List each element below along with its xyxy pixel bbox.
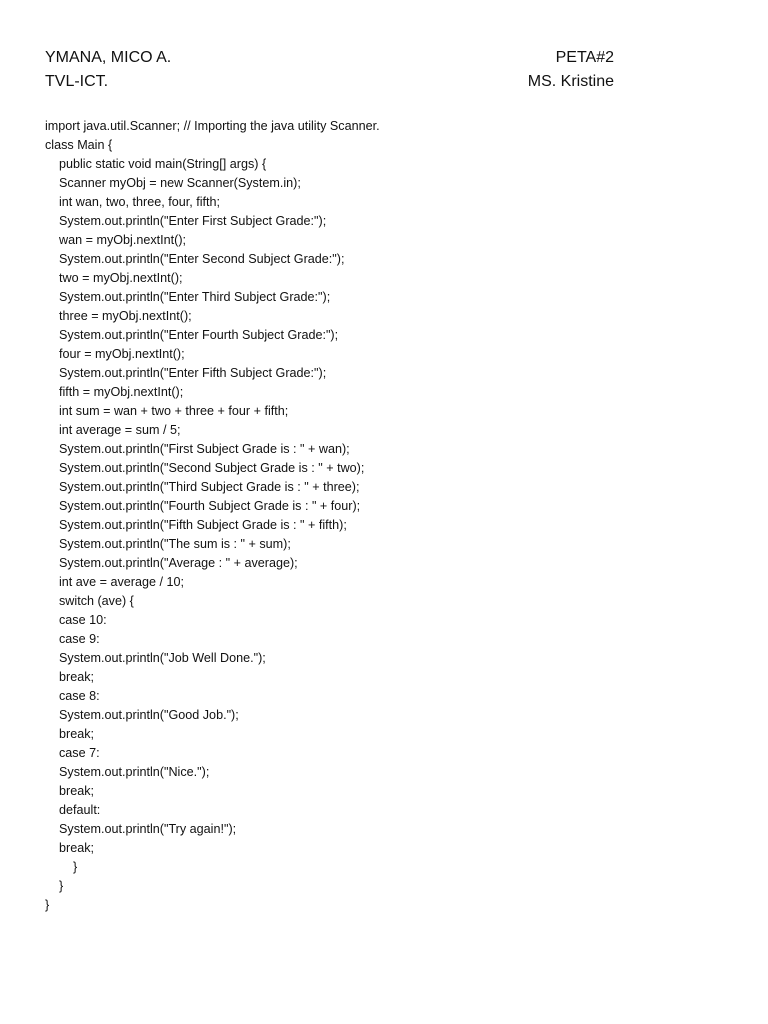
- code-line: int ave = average / 10;: [59, 575, 184, 589]
- code-listing: [45, 117, 725, 915]
- code-line: System.out.println("The sum is : " + sum);: [59, 537, 291, 551]
- code-line: public static void main(String[] args) {: [59, 157, 267, 171]
- code-line: System.out.println("Nice.");: [59, 765, 210, 779]
- code-line: System.out.println("Second Subject Grade is : " + two);: [59, 461, 365, 475]
- code-line: System.out.println("Enter Third Subject Grade:");: [59, 290, 331, 304]
- assignment-label: PETA#2: [555, 49, 614, 66]
- code-line: case 9:: [59, 632, 100, 646]
- code-line: System.out.println("Job Well Done.");: [59, 651, 266, 665]
- code-line: case 10:: [59, 613, 107, 627]
- code-line: default:: [59, 803, 101, 817]
- code-line: System.out.println("Average : " + average);: [59, 556, 298, 570]
- code-line: System.out.println("Enter Fifth Subject Grade:");: [59, 366, 327, 380]
- code-line: }: [45, 898, 50, 912]
- code-line: System.out.println("Third Subject Grade is : " + three);: [59, 480, 360, 494]
- code-line: break;: [59, 841, 95, 855]
- code-line: import java.util.Scanner; // Importing the java utility Scanner.: [45, 119, 380, 133]
- code-line: four = myObj.nextInt();: [59, 347, 185, 361]
- code-line: System.out.println("Fifth Subject Grade is : " + fifth);: [59, 518, 347, 532]
- teacher-name: MS. Kristine: [527, 73, 614, 90]
- code-line: Scanner myObj = new Scanner(System.in);: [59, 176, 301, 190]
- code-line: System.out.println("Good Job.");: [59, 708, 239, 722]
- code-line: }: [59, 879, 64, 893]
- code-line: System.out.println("Enter Fourth Subject Grade:");: [59, 328, 339, 342]
- header-row-1: [45, 48, 614, 68]
- code-line: case 7:: [59, 746, 100, 760]
- strand-label: TVL-ICT.: [45, 73, 109, 90]
- code-line: class Main {: [45, 138, 113, 152]
- student-name: YMANA, MICO A.: [45, 49, 172, 66]
- code-line: two = myObj.nextInt();: [59, 271, 183, 285]
- code-line: break;: [59, 784, 95, 798]
- code-line: System.out.println("First Subject Grade is : " + wan);: [59, 442, 350, 456]
- code-line: System.out.println("Enter Second Subject Grade:");: [59, 252, 345, 266]
- code-line: int wan, two, three, four, fifth;: [59, 195, 221, 209]
- code-line: System.out.println("Try again!");: [59, 822, 237, 836]
- code-line: System.out.println("Fourth Subject Grade is : " + four);: [59, 499, 361, 513]
- code-line: int average = sum / 5;: [59, 423, 181, 437]
- code-line: case 8:: [59, 689, 100, 703]
- code-line: System.out.println("Enter First Subject Grade:");: [59, 214, 327, 228]
- header-row-2: [45, 72, 614, 92]
- code-line: switch (ave) {: [59, 594, 134, 608]
- code-line: }: [73, 860, 78, 874]
- code-line: break;: [59, 670, 95, 684]
- code-line: break;: [59, 727, 95, 741]
- code-line: fifth = myObj.nextInt();: [59, 385, 184, 399]
- code-line: int sum = wan + two + three + four + fifth;: [59, 404, 289, 418]
- code-line: three = myObj.nextInt();: [59, 309, 192, 323]
- code-line: wan = myObj.nextInt();: [59, 233, 187, 247]
